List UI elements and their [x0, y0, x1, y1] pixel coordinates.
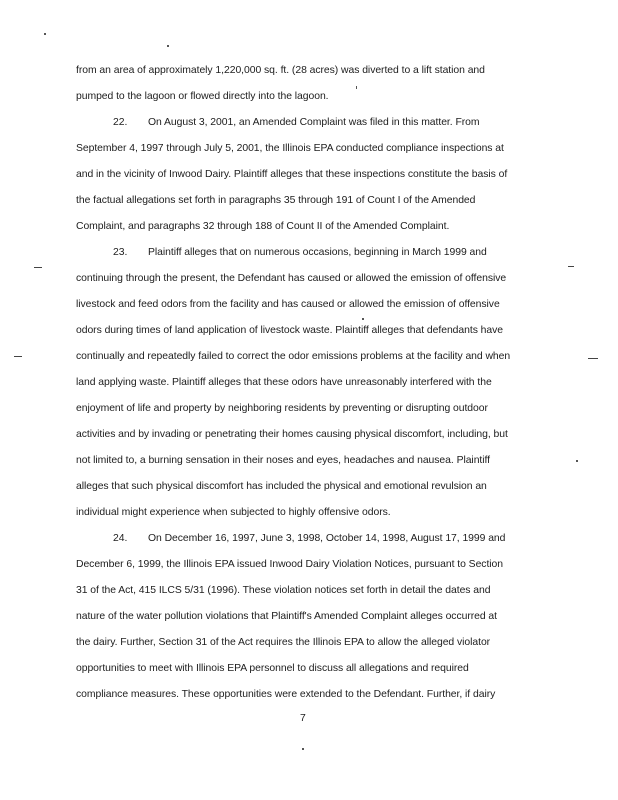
body-line: continuing through the present, the Defendant has caused or allowed the emission of offensive — [76, 273, 507, 284]
body-line: Plaintiff alleges that on numerous occasions, beginning in March 1999 and — [148, 247, 487, 258]
body-line: pumped to the lagoon or flowed directly into the lagoon. — [76, 91, 329, 102]
body-line: and in the vicinity of Inwood Dairy. Plaintiff alleges that these inspections constitute the basis of — [76, 169, 508, 180]
body-line: odors during times of land application of livestock waste. Plaintiff alleges that defendants have — [76, 325, 504, 336]
body-line: On December 16, 1997, June 3, 1998, October 14, 1998, August 17, 1999 and — [148, 533, 506, 544]
scan-speck — [302, 748, 304, 750]
body-line: compliance measures. These opportunities were extended to the Defendant. Further, if dairy — [76, 689, 496, 700]
body-line: land applying waste. Plaintiff alleges that these odors have unreasonably interfered with the — [76, 377, 492, 388]
scan-speck — [44, 33, 46, 35]
body-line: from an area of approximately 1,220,000 sq. ft. (28 acres) was diverted to a lift station and — [76, 65, 485, 76]
page-number: 7 — [300, 713, 306, 724]
body-line: September 4, 1997 through July 5, 2001, the Illinois EPA conducted compliance inspections at — [76, 143, 504, 154]
scan-speck — [576, 460, 578, 462]
body-line: livestock and feed odors from the facility and has caused or allowed the emission of offensive — [76, 299, 500, 310]
body-line: the factual allegations set forth in paragraphs 35 through 191 of Count I of the Amended — [76, 195, 476, 206]
body-line: opportunities to meet with Illinois EPA personnel to discuss all allegations and required — [76, 663, 469, 674]
scan-mark — [568, 266, 574, 267]
body-line: nature of the water pollution violations that Plaintiff's Amended Complaint alleges occurred at — [76, 611, 497, 622]
scan-mark — [14, 356, 22, 357]
body-line: enjoyment of life and property by neighboring residents by preventing or disrupting outdoor — [76, 403, 488, 414]
body-line: 31 of the Act, 415 ILCS 5/31 (1996). These violation notices set forth in detail the dates and — [76, 585, 491, 596]
scan-mark — [588, 358, 598, 359]
scan-speck — [356, 86, 357, 89]
body-line: activities and by invading or penetrating their homes causing physical discomfort, including, but — [76, 429, 508, 440]
body-line: December 6, 1999, the Illinois EPA issued Inwood Dairy Violation Notices, pursuant to Section — [76, 559, 503, 570]
body-line: individual might experience when subjected to highly offensive odors. — [76, 507, 391, 518]
paragraph-number: 24. — [113, 533, 128, 544]
body-line: On August 3, 2001, an Amended Complaint was filed in this matter. From — [148, 117, 480, 128]
paragraph-number: 22. — [113, 117, 128, 128]
scan-mark — [34, 267, 42, 268]
body-line: continually and repeatedly failed to correct the odor emissions problems at the facility and when — [76, 351, 511, 362]
body-line: not limited to, a burning sensation in their noses and eyes, headaches and nausea. Plaintiff — [76, 455, 490, 466]
body-line: the dairy. Further, Section 31 of the Act requires the Illinois EPA to allow the alleged violator — [76, 637, 491, 648]
body-line: alleges that such physical discomfort has included the physical and emotional revulsion an — [76, 481, 487, 492]
body-line: Complaint, and paragraphs 32 through 188 of Count II of the Amended Complaint. — [76, 221, 450, 232]
paragraph-number: 23. — [113, 247, 128, 258]
scan-speck — [167, 45, 169, 47]
scan-speck — [362, 318, 364, 320]
